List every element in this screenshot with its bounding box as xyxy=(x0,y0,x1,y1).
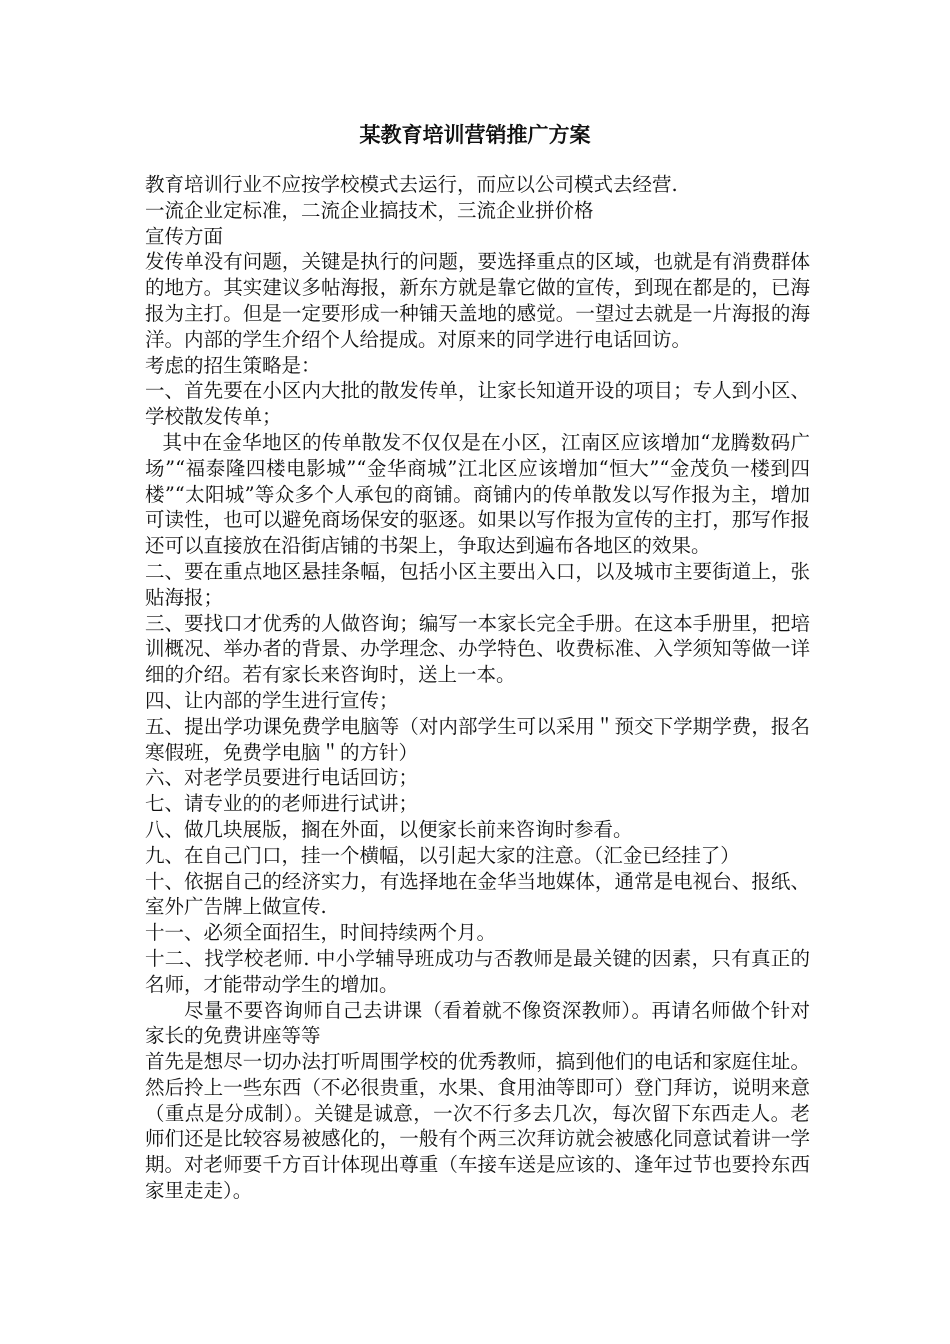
strategy-item-12: 十二、找学校老师. 中小学辅导班成功与否教师是最关键的因素，只有真正的名师，才能带动学生的增加。 xyxy=(145,946,810,996)
paragraph-intro: 教育培训行业不应按学校模式去运行，而应以公司模式去经营. xyxy=(145,173,678,196)
strategy-item-6: 六、对老学员要进行电话回访； xyxy=(145,766,419,790)
strategy-item-11: 十一、必须全面招生，时间持续两个月。 xyxy=(145,921,497,945)
section-heading-strategy: 考虑的招生策略是： xyxy=(145,353,321,377)
paragraph-flyers: 发传单没有问题，关键是执行的问题，要选择重点的区域，也就是有消费群体的地方。其实建议多帖海报，新东方就是靠它做的宣传，到现在都是的，已海报为主打。但是一定要形成一种铺天盖地的感觉。一望过去就是一片海报的海洋。内部的学生介绍个人给提成。对原来的同学进行电话回访。 xyxy=(145,250,810,351)
strategy-item-3: 三、要找口才优秀的人做咨询；编写一本家长完全手册。在这本手册里，把培训概况、举办者的背景、办学理念、办学特色、收费标准、入学须知等做一详细的介绍。若有家长来咨询时，送上一本。 xyxy=(145,611,810,687)
strategy-item-8: 八、做几块展版，搁在外面，以便家长前来咨询时参看。 xyxy=(145,817,633,841)
strategy-item-10: 十、依据自己的经济实力，有选择地在金华当地媒体，通常是电视台、报纸、室外广告牌上做宣传. xyxy=(145,869,810,919)
section-heading-publicity: 宣传方面 xyxy=(145,224,224,248)
strategy-item-5: 五、提出学功课免费学电脑等（对内部学生可以采用＂预交下学期学费，报名寒假班，免费学电脑＂的方针） xyxy=(145,714,810,764)
page-title: 某教育培训营销推广方案 xyxy=(359,123,591,147)
strategy-item-7: 七、请专业的的老师进行试讲； xyxy=(145,792,419,816)
document-body xyxy=(145,172,810,1204)
paragraph-jinhua-flyers: 其中在金华地区的传单散发不仅仅是在小区，江南区应该增加“龙腾数码广场”“福泰隆四楼电影城”“金华商城”江北区应该增加“恒大”“金茂负一楼到四楼”“太阳城”等众多个人承包的商铺。商铺内的传单散发以写作报为主，增加可读性，也可以避免商场保安的驱逐。如果以写作报为宣传的主打，那写作报还可以直接放在沿街店铺的书架上，争取达到遍布各地区的效果。 xyxy=(145,430,810,558)
paragraph-consultant-note: 尽量不要咨询师自己去讲课（看着就不像资深教师）。再请名师做个针对家长的免费讲座等等 xyxy=(145,998,810,1048)
paragraph-teacher-recruitment: 首先是想尽一切办法打听周围学校的优秀教师，搞到他们的电话和家庭住址。然后拎上一些东西（不必很贵重，水果、食用油等即可）登门拜访，说明来意（重点是分成制）。关键是诚意，一次不行多去几次，每次留下东西走人。老师们还是比较容易被感化的，一般有个两三次拜访就会被感化同意试着讲一学期。对老师要千方百计体现出尊重（车接车送是应该的、逢年过节也要拎东西家里走走）。 xyxy=(145,1050,810,1203)
strategy-item-2: 二、要在重点地区悬挂条幅，包括小区主要出入口，以及城市主要街道上，张贴海报； xyxy=(145,559,810,609)
strategy-item-4: 四、让内部的学生进行宣传； xyxy=(145,688,399,712)
paragraph-slogan: 一流企业定标准，二流企业搞技术，三流企业拼价格 xyxy=(145,198,594,222)
strategy-item-9: 九、在自己门口，挂一个横幅，以引起大家的注意。（汇金已经挂了） xyxy=(145,843,740,867)
strategy-item-1: 一、首先要在小区内大批的散发传单，让家长知道开设的项目；专人到小区、学校散发传单； xyxy=(145,379,810,429)
